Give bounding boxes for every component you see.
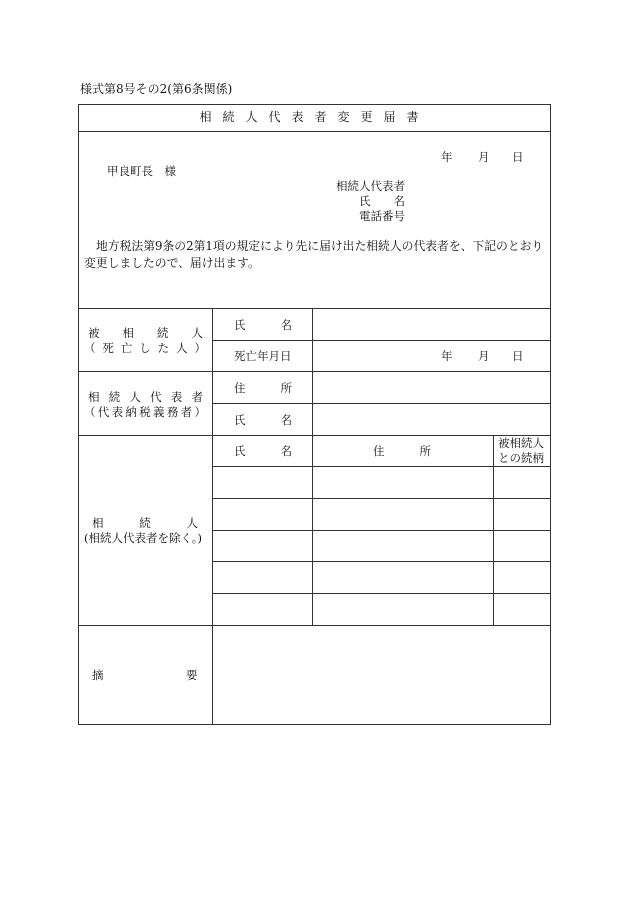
representative-sublabel-text: （代表納税義務者） bbox=[84, 405, 206, 419]
deceased-sublabel bbox=[84, 341, 206, 355]
heir-row-5-name[interactable] bbox=[213, 594, 311, 624]
death-date-year: 年 bbox=[441, 349, 453, 363]
heirs-label bbox=[92, 516, 198, 530]
date-year: 年 bbox=[441, 150, 453, 164]
submitter-role: 相続人代表者 bbox=[336, 179, 405, 193]
heir-row-1-relation[interactable] bbox=[494, 467, 550, 497]
heir-row-2-name[interactable] bbox=[213, 499, 311, 529]
deceased-label-text: 被相続人 bbox=[88, 326, 203, 340]
deceased-label bbox=[88, 326, 203, 340]
representative-address-label-text: 住 所 bbox=[234, 381, 292, 395]
submitter-phone-label: 電話番号 bbox=[359, 209, 405, 223]
heir-row-3-relation[interactable] bbox=[494, 531, 550, 560]
notice-body: 地方税法第9条の2第1項の規定により先に届け出た相続人の代表者を、下記のとおり変更しましたので、届け出ます。 bbox=[84, 239, 544, 270]
heir-row-4-address[interactable] bbox=[313, 562, 492, 592]
deceased-name-label bbox=[234, 318, 292, 332]
heirs-sublabel: (相続人代表者を除く。) bbox=[84, 531, 202, 545]
heir-row-5-address[interactable] bbox=[313, 594, 492, 624]
heirs-label-text: 相続人 bbox=[92, 516, 198, 530]
death-date-label: 死亡年月日 bbox=[234, 349, 292, 363]
heir-row-2-address[interactable] bbox=[313, 499, 492, 529]
date-month: 月 bbox=[478, 150, 490, 164]
representative-name-label bbox=[234, 413, 292, 427]
heir-row-4-relation[interactable] bbox=[494, 562, 550, 592]
form-title: 相続人代表者変更届書 bbox=[199, 110, 430, 124]
rule-heirs-top bbox=[78, 435, 551, 436]
heirs-col-relation-2: との続柄 bbox=[498, 451, 544, 465]
submitter-name-label: 氏 名 bbox=[359, 194, 405, 208]
addressee: 甲良町長 様 bbox=[107, 164, 176, 178]
representative-sublabel bbox=[84, 405, 206, 419]
representative-name-field[interactable] bbox=[313, 404, 550, 434]
heir-row-3-name[interactable] bbox=[213, 531, 311, 560]
representative-label bbox=[88, 390, 203, 404]
representative-address-label bbox=[234, 381, 292, 395]
heirs-col-relation-1: 被相続人 bbox=[498, 436, 544, 450]
heirs-col-address bbox=[373, 444, 431, 458]
deceased-sublabel-text: （死亡した人） bbox=[84, 341, 206, 355]
remarks-label-1: 摘 bbox=[92, 668, 104, 682]
death-date-month: 月 bbox=[478, 349, 490, 363]
representative-address-field[interactable] bbox=[313, 372, 550, 402]
deceased-name-field[interactable] bbox=[313, 309, 550, 339]
rule-deceased-mid bbox=[212, 340, 551, 341]
heir-row-4-name[interactable] bbox=[213, 562, 311, 592]
date-day: 日 bbox=[512, 150, 524, 164]
heir-row-5-relation[interactable] bbox=[494, 594, 550, 624]
heir-row-1-name[interactable] bbox=[213, 467, 311, 497]
heirs-col-name bbox=[234, 444, 292, 458]
remarks-field[interactable] bbox=[213, 626, 550, 724]
remarks-label-2: 要 bbox=[186, 668, 198, 682]
representative-label-text: 相続人代表者 bbox=[88, 390, 203, 404]
heir-row-2-relation[interactable] bbox=[494, 499, 550, 529]
death-date-day: 日 bbox=[512, 349, 524, 363]
heir-row-1-address[interactable] bbox=[313, 467, 492, 497]
representative-name-label-text: 氏 名 bbox=[234, 413, 292, 427]
heirs-col-name-text: 氏 名 bbox=[234, 444, 292, 458]
form-number-label: 様式第8号その2(第6条関係) bbox=[80, 82, 233, 96]
heirs-col-address-text: 住 所 bbox=[373, 444, 431, 458]
rule-title bbox=[78, 131, 551, 132]
heir-row-3-address[interactable] bbox=[313, 531, 492, 560]
deceased-name-label-text: 氏 名 bbox=[234, 318, 292, 332]
